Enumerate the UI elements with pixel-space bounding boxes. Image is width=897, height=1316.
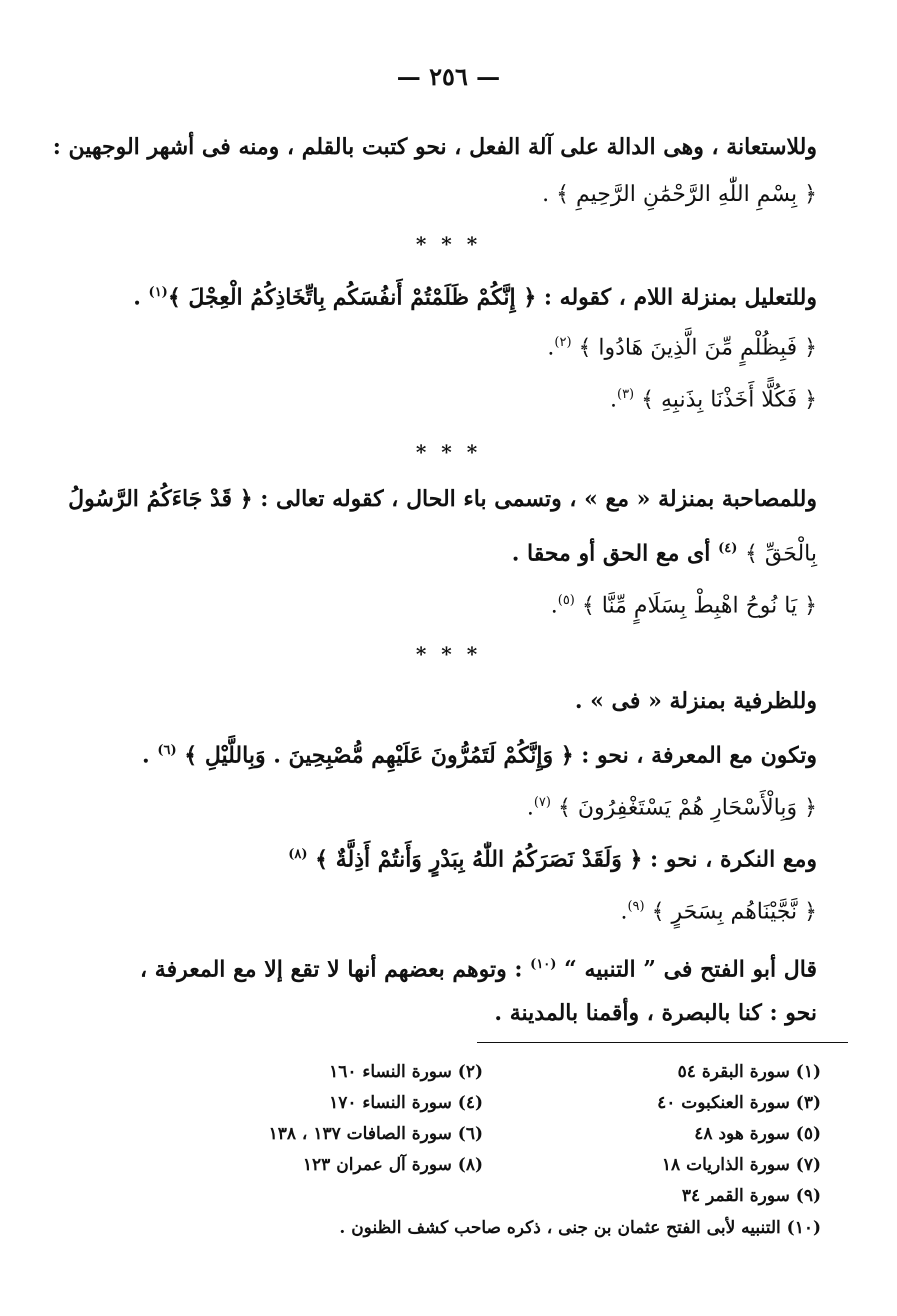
footnote-ref-5: (٥) [557, 593, 575, 608]
footnote-1: (١) سورة البقرة ٥٤ [677, 1062, 821, 1082]
istiana-quran-basmala: ﴿ بِسْمِ اللّٰهِ الرَّحْمَٰنِ الرَّحِيمِ ﴾ . [542, 182, 817, 207]
separator-3: * * * [415, 642, 482, 666]
musahaba-line-2 [512, 532, 817, 571]
footnote-9: (٩) سورة القمر ٣٤ [681, 1186, 821, 1206]
taalil-line-3-text: ﴿ فَكُلًّا أَخَذْنَا بِذَنبِهِ ﴾ [641, 387, 817, 413]
footnote-3: (٣) سورة العنكبوت ٤٠ [657, 1093, 821, 1113]
footnote-2: (٢) سورة النساء ١٦٠ [329, 1062, 483, 1082]
footnote-ref-8: (٨) [288, 847, 308, 862]
footnote-4: (٤) سورة النساء ١٧٠ [329, 1093, 483, 1113]
footnote-ref-10: (١٠) [530, 957, 557, 972]
footnote-ref-9: (٩) [627, 899, 645, 914]
taalil-line-1-text: وللتعليل بمنزلة اللام ، كقوله : ﴿ إِنَّكُمْ ظَلَمْتُمْ أَنفُسَكُم بِاتِّخَاذِكُمُ الْعِجْلَ ﴾ [167, 284, 817, 311]
zarfiyya-line-3-text: ﴿ وَبِالْأَسْحَارِ هُمْ يَسْتَغْفِرُونَ ﴾ [557, 795, 817, 821]
footnote-7: (٧) سورة الذاريات ١٨ [661, 1155, 821, 1175]
footnote-8: (٨) سورة آل عمران ١٢٣ [302, 1155, 483, 1175]
footnote-5: (٥) سورة هود ٤٨ [694, 1124, 821, 1144]
zarfiyya-line-7: نحو : كنا بالبصرة ، وأقمنا بالمدينة . [494, 1000, 817, 1026]
footnote-6: (٦) سورة الصافات ١٣٧ ، ١٣٨ [268, 1124, 483, 1144]
footnote-divider [477, 1042, 848, 1043]
zarfiyya-line-5: ﴿ نَّجَّيْنَاهُم بِسَحَرٍ ﴾ $^{(٩)}$. [620, 899, 817, 925]
zarfiyya-line-5-text: ﴿ نَّجَّيْنَاهُم بِسَحَرٍ ﴾ [651, 899, 817, 925]
zarfiyya-line-6-b: : وتوهم بعضهم أنها لا تقع إلا مع المعرفة ، [140, 956, 523, 983]
taalil-line-1: وللتعليل بمنزلة اللام ، كقوله : ﴿ إِنَّكُمْ ظَلَمْتُمْ أَنفُسَكُم بِاتِّخَاذِكُمُ الْعِجْلَ ﴾$^{(١)}$ . [133, 284, 817, 311]
zarfiyya-line-6-a: قال أبو الفتح فى ” التنبيه “ [564, 956, 817, 983]
taalil-line-2-text: ﴿ فَبِظُلْمٍ مِّنَ الَّذِينَ هَادُوا ﴾ [578, 335, 817, 361]
separator-2: * * * [415, 440, 482, 464]
zarfiyya-line-4-text: ومع النكرة ، نحو : ﴿ وَلَقَدْ نَصَرَكُمُ اللّٰهُ بِبَدْرٍ وَأَنتُمْ أَذِلَّةٌ ﴾ [315, 846, 817, 873]
footnote-ref-1: (١) [148, 285, 168, 300]
musahaba-line-3: ﴿ يَا نُوحُ اهْبِطْ بِسَلَامٍ مِّنَّا ﴾ $^{(٥)}$. [550, 593, 817, 619]
musahaba-line-3-text: ﴿ يَا نُوحُ اهْبِطْ بِسَلَامٍ مِّنَّا ﴾ [581, 593, 817, 619]
musahaba-line-2-rest: أى مع الحق أو محقا . [511, 540, 711, 567]
zarfiyya-line-1: وللظرفية بمنزلة « فى » . [574, 688, 817, 714]
footnote-ref-6: (٦) [157, 743, 177, 758]
zarfiyya-line-2: وتكون مع المعرفة ، نحو : ﴿ وَإِنَّكُمْ لَتَمُرُّونَ عَلَيْهِم مُّصْبِحِينَ . وَبِاللَّيْلِ ﴾ $^{(٦)}$ . [141, 742, 817, 769]
footnote-ref-7: (٧) [533, 795, 551, 810]
taalil-line-3: ﴿ فَكُلًّا أَخَذْنَا بِذَنبِهِ ﴾ $^{(٣)}$. [609, 387, 817, 413]
page-number: — ٢٥٦ — [396, 62, 501, 91]
zarfiyya-line-4 [288, 838, 817, 876]
footnote-10: (١٠) التنبيه لأبى الفتح عثمان بن جنى ، ذكره صاحب كشف الظنون . [339, 1218, 821, 1238]
zarfiyya-line-6 [140, 948, 817, 986]
footnote-ref-4: (٤) [718, 541, 738, 556]
taalil-line-2: ﴿ فَبِظُلْمٍ مِّنَ الَّذِينَ هَادُوا ﴾ $^{(٢)}$. [547, 335, 817, 361]
zarfiyya-line-3: ﴿ وَبِالْأَسْحَارِ هُمْ يَسْتَغْفِرُونَ ﴾ $^{(٧)}$. [526, 795, 817, 821]
istiana-line-1: وللاستعانة ، وهى الدالة على آلة الفعل ، نحو كتبت بالقلم ، ومنه فى أشهر الوجهين : [52, 134, 817, 160]
separator-1: * * * [415, 232, 482, 256]
zarfiyya-line-2-text: وتكون مع المعرفة ، نحو : ﴿ وَإِنَّكُمْ لَتَمُرُّونَ عَلَيْهِم مُّصْبِحِينَ . وَبِاللَّيْلِ ﴾ [184, 742, 817, 769]
footnote-ref-2: (٢) [554, 335, 572, 350]
musahaba-line-2-text: بِالْحَقِّ ﴾ [745, 541, 817, 567]
musahaba-line-1: وللمصاحبة بمنزلة « مع » ، وتسمى باء الحال ، كقوله تعالى : ﴿ قَدْ جَاءَكُمُ الرَّسُولُ [68, 486, 817, 512]
footnote-ref-3: (٣) [616, 387, 635, 402]
